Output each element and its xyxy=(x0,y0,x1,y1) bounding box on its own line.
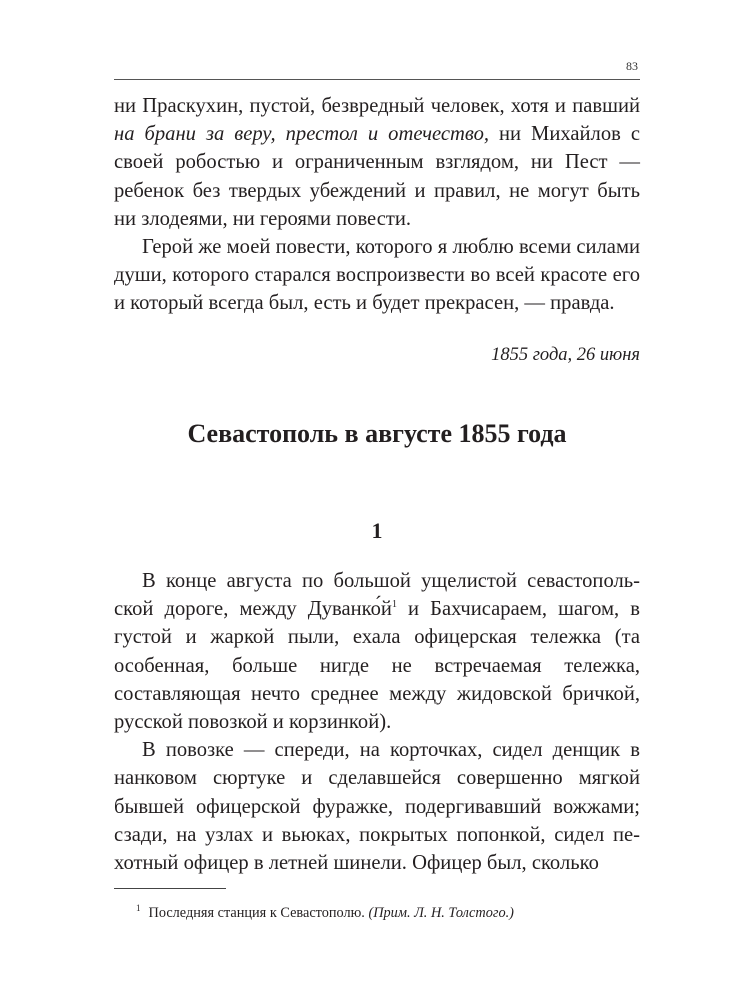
intro-p1-text: ни Праскухин, пустой, безвредный человек, хотя и павший xyxy=(114,95,640,117)
footnote-note: (Прим. Л. Н. Толстого.) xyxy=(368,904,514,921)
page-number: 83 xyxy=(626,59,638,73)
footnote xyxy=(136,898,640,923)
footnote-marker: 1 xyxy=(136,903,141,913)
header-rule xyxy=(114,79,640,80)
footnote-reference[interactable]: 1 xyxy=(391,599,397,611)
body-paragraph-1 xyxy=(114,567,640,736)
section-number: 1 xyxy=(371,518,383,543)
chapter-title: Севастополь в августе 1855 года xyxy=(187,419,567,448)
date-line: 1855 года, 26 июня xyxy=(491,345,640,365)
intro-paragraph-1 xyxy=(114,92,640,233)
intro-text xyxy=(114,92,640,318)
footnote-text: Последняя станция к Севастополю. xyxy=(148,904,365,921)
intro-p1-text-end: ни Михайлов с своей робостью и ограниченным взглядом, ни Пест — ребенок без твердых убеждений и правил, не могут быть ни злодеями, ни героями повести. xyxy=(114,123,640,230)
intro-paragraph-2: Герой же моей повести, которого я люблю всеми силами души, которого старался воспроизвести во всей красоте его и который всегда был, есть и будет прекрасен, — правда. xyxy=(114,236,640,315)
body-paragraph-2: В повозке — спереди, на корточках, сидел денщик в нанковом сюртуке и сделавшейся совершенно мягкой бывшей офицерской фуражке, подергивавший вожжами; сзади, на узлах и вьюках, покрытых попонкой, сидел пехотный офицер в летней шинели. Офицер был, сколько xyxy=(114,739,640,875)
body-text xyxy=(114,567,640,877)
intro-p1-italic: на брани за веру, престол и отечество, xyxy=(114,123,490,146)
body-p1-text: В конце августа по большой ущелистой севастопольской дороге, между Дуванко́й xyxy=(114,570,640,621)
footnote-rule xyxy=(114,888,226,889)
body-p1-text-end: и Бахчисараем, шагом, в густой и жаркой пыли, ехала офицерская тележка (та особенная, больше нигде не встречаемая тележка, составляющая нечто среднее между жидовской бричкой, русской повозкой и корзинкой). xyxy=(114,598,640,734)
